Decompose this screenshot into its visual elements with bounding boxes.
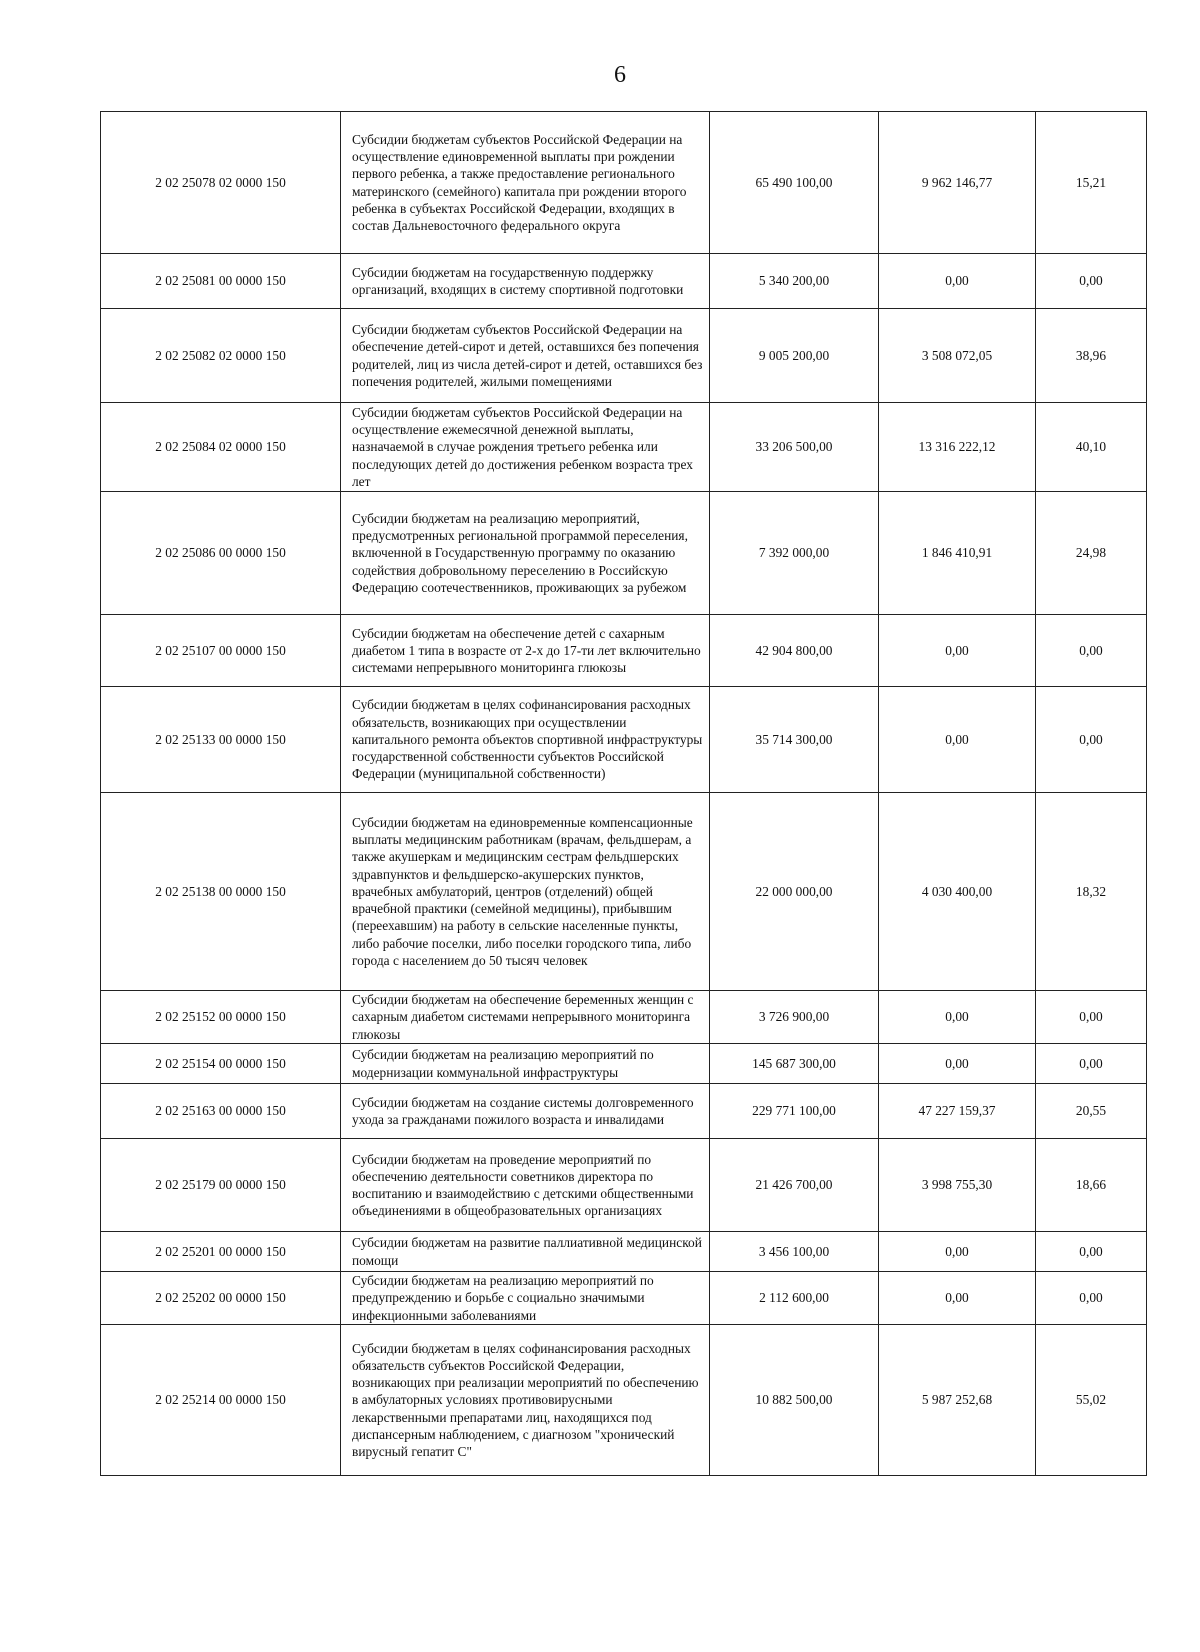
plan-amount-cell: 65 490 100,00 <box>710 112 879 254</box>
percent-cell: 0,00 <box>1036 615 1147 687</box>
percent-cell: 55,02 <box>1036 1325 1147 1476</box>
actual-amount-cell: 0,00 <box>879 1272 1036 1325</box>
percent-cell: 0,00 <box>1036 1044 1147 1084</box>
table-row <box>101 403 1147 492</box>
plan-amount-cell: 35 714 300,00 <box>710 687 879 793</box>
actual-amount-cell: 0,00 <box>879 615 1036 687</box>
page-number: 6 <box>614 62 626 88</box>
plan-amount-cell: 21 426 700,00 <box>710 1139 879 1232</box>
plan-amount-cell: 3 726 900,00 <box>710 991 879 1044</box>
table-row <box>101 1232 1147 1272</box>
plan-amount-cell: 7 392 000,00 <box>710 492 879 615</box>
table-row <box>101 1084 1147 1139</box>
percent-cell: 0,00 <box>1036 687 1147 793</box>
budget-code-cell: 2 02 25138 00 0000 150 <box>101 793 341 991</box>
budget-code-cell: 2 02 25081 00 0000 150 <box>101 254 341 309</box>
actual-amount-cell: 13 316 222,12 <box>879 403 1036 492</box>
description-cell: Субсидии бюджетам субъектов Российской Федерации на обеспечение детей-сирот и детей, оставшихся без попечения родителей, лиц из числа детей-сирот и детей, оставшихся без попечения родителей, жилыми помещениями <box>341 309 710 403</box>
description-cell: Субсидии бюджетам субъектов Российской Федерации на осуществление единовременной выплаты при рождении первого ребенка, а также предоставление регионального материнского (семейного) капитала при рождении второго ребенка в субъектах Российской Федерации, входящих в состав Дальневосточного федерального округа <box>341 112 710 254</box>
percent-cell: 0,00 <box>1036 991 1147 1044</box>
table-row <box>101 1272 1147 1325</box>
table-row <box>101 687 1147 793</box>
description-cell: Субсидии бюджетам на развитие паллиативной медицинской помощи <box>341 1232 710 1272</box>
budget-code-cell: 2 02 25082 02 0000 150 <box>101 309 341 403</box>
percent-cell: 20,55 <box>1036 1084 1147 1139</box>
percent-cell: 15,21 <box>1036 112 1147 254</box>
percent-cell: 18,66 <box>1036 1139 1147 1232</box>
percent-cell: 40,10 <box>1036 403 1147 492</box>
plan-amount-cell: 10 882 500,00 <box>710 1325 879 1476</box>
plan-amount-cell: 42 904 800,00 <box>710 615 879 687</box>
description-cell: Субсидии бюджетам в целях софинансирования расходных обязательств субъектов Российской Федерации, возникающих при реализации мероприятий по обеспечению в амбулаторных условиях противовирусными лекарственными препаратами лиц, находящихся под диспансерным наблюдением, с диагнозом "хронический вирусный гепатит С" <box>341 1325 710 1476</box>
actual-amount-cell: 3 998 755,30 <box>879 1139 1036 1232</box>
description-cell: Субсидии бюджетам в целях софинансирования расходных обязательств, возникающих при осуществлении капитального ремонта объектов спортивной инфраструктуры государственной собственности субъектов Российской Федерации (муниципальной собственности) <box>341 687 710 793</box>
plan-amount-cell: 2 112 600,00 <box>710 1272 879 1325</box>
budget-code-cell: 2 02 25202 00 0000 150 <box>101 1272 341 1325</box>
description-cell: Субсидии бюджетам на реализацию мероприятий по предупреждению и борьбе с социально значимыми инфекционными заболеваниями <box>341 1272 710 1325</box>
actual-amount-cell: 0,00 <box>879 1044 1036 1084</box>
description-cell: Субсидии бюджетам на обеспечение беременных женщин с сахарным диабетом системами непрерывного мониторинга глюкозы <box>341 991 710 1044</box>
plan-amount-cell: 33 206 500,00 <box>710 403 879 492</box>
percent-cell: 0,00 <box>1036 1272 1147 1325</box>
actual-amount-cell: 9 962 146,77 <box>879 112 1036 254</box>
percent-cell: 18,32 <box>1036 793 1147 991</box>
table-row <box>101 1325 1147 1476</box>
description-cell: Субсидии бюджетам на проведение мероприятий по обеспечению деятельности советников директора по воспитанию и взаимодействию с детскими общественными объединениями в общеобразовательных организациях <box>341 1139 710 1232</box>
actual-amount-cell: 0,00 <box>879 991 1036 1044</box>
percent-cell: 38,96 <box>1036 309 1147 403</box>
table-row <box>101 1139 1147 1232</box>
actual-amount-cell: 0,00 <box>879 1232 1036 1272</box>
budget-code-cell: 2 02 25214 00 0000 150 <box>101 1325 341 1476</box>
budget-code-cell: 2 02 25152 00 0000 150 <box>101 991 341 1044</box>
description-cell: Субсидии бюджетам на реализацию мероприятий, предусмотренных региональной программой переселения, включенной в Государственную программу по оказанию содействия добровольному переселению в Российскую Федерацию соотечественников, проживающих за рубежом <box>341 492 710 615</box>
actual-amount-cell: 3 508 072,05 <box>879 309 1036 403</box>
actual-amount-cell: 47 227 159,37 <box>879 1084 1036 1139</box>
budget-code-cell: 2 02 25163 00 0000 150 <box>101 1084 341 1139</box>
percent-cell: 0,00 <box>1036 254 1147 309</box>
table-row <box>101 492 1147 615</box>
actual-amount-cell: 1 846 410,91 <box>879 492 1036 615</box>
budget-code-cell: 2 02 25133 00 0000 150 <box>101 687 341 793</box>
plan-amount-cell: 229 771 100,00 <box>710 1084 879 1139</box>
table-row <box>101 112 1147 254</box>
budget-code-cell: 2 02 25084 02 0000 150 <box>101 403 341 492</box>
budget-code-cell: 2 02 25107 00 0000 150 <box>101 615 341 687</box>
table-row <box>101 1044 1147 1084</box>
percent-cell: 0,00 <box>1036 1232 1147 1272</box>
table-row <box>101 793 1147 991</box>
budget-code-cell: 2 02 25086 00 0000 150 <box>101 492 341 615</box>
actual-amount-cell: 4 030 400,00 <box>879 793 1036 991</box>
description-cell: Субсидии бюджетам на реализацию мероприятий по модернизации коммунальной инфраструктуры <box>341 1044 710 1084</box>
actual-amount-cell: 0,00 <box>879 254 1036 309</box>
actual-amount-cell: 0,00 <box>879 687 1036 793</box>
table-row <box>101 615 1147 687</box>
description-cell: Субсидии бюджетам на государственную поддержку организаций, входящих в систему спортивной подготовки <box>341 254 710 309</box>
budget-code-cell: 2 02 25078 02 0000 150 <box>101 112 341 254</box>
description-cell: Субсидии бюджетам на обеспечение детей с сахарным диабетом 1 типа в возрасте от 2-х до 17-ти лет включительно системами непрерывного мониторинга глюкозы <box>341 615 710 687</box>
budget-code-cell: 2 02 25201 00 0000 150 <box>101 1232 341 1272</box>
plan-amount-cell: 22 000 000,00 <box>710 793 879 991</box>
description-cell: Субсидии бюджетам на единовременные компенсационные выплаты медицинским работникам (врачам, фельдшерам, а также акушеркам и медицинским сестрам фельдшерских здравпунктов и фельдшерско-акушерских пунктов, врачебных амбулаторий, центров (отделений) общей врачебной практики (семейной медицины), прибывшим (переехавшим) на работу в сельские населенные пункты, либо рабочие поселки, либо поселки городского типа, либо города с населением до 50 тысяч человек <box>341 793 710 991</box>
plan-amount-cell: 3 456 100,00 <box>710 1232 879 1272</box>
description-cell: Субсидии бюджетам на создание системы долговременного ухода за гражданами пожилого возраста и инвалидами <box>341 1084 710 1139</box>
plan-amount-cell: 9 005 200,00 <box>710 309 879 403</box>
table-row <box>101 309 1147 403</box>
table-row <box>101 991 1147 1044</box>
actual-amount-cell: 5 987 252,68 <box>879 1325 1036 1476</box>
percent-cell: 24,98 <box>1036 492 1147 615</box>
budget-table <box>100 111 1147 1476</box>
budget-code-cell: 2 02 25179 00 0000 150 <box>101 1139 341 1232</box>
plan-amount-cell: 145 687 300,00 <box>710 1044 879 1084</box>
table-row <box>101 254 1147 309</box>
description-cell: Субсидии бюджетам субъектов Российской Федерации на осуществление ежемесячной денежной выплаты, назначаемой в случае рождения третьего ребенка или последующих детей до достижения ребенком возраста трех лет <box>341 403 710 492</box>
budget-code-cell: 2 02 25154 00 0000 150 <box>101 1044 341 1084</box>
budget-table-body <box>101 112 1147 1476</box>
plan-amount-cell: 5 340 200,00 <box>710 254 879 309</box>
